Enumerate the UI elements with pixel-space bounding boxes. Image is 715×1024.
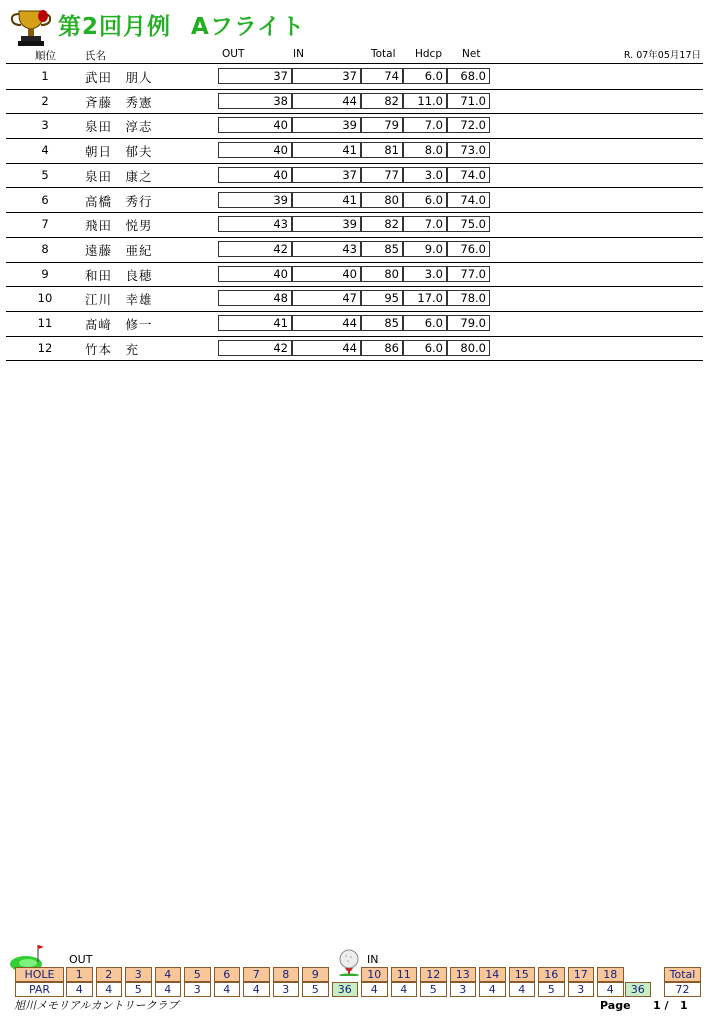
table-row [6,311,703,337]
hole-number: 7 [243,967,270,982]
hole-par: 5 [125,982,152,997]
handicap: 3.0 [403,266,447,282]
page-title [58,8,305,41]
hole-number: 16 [538,967,565,982]
hole-par: 5 [538,982,565,997]
table-row [6,336,703,362]
player-name: 朝日 郁夫 [85,144,153,160]
club-name: 旭川メモリアルカントリークラブ [14,999,179,1012]
title-main: 第2回月例 [58,14,172,40]
handicap: 11.0 [403,93,447,109]
out-score: 42 [218,241,292,257]
rank-cell: 3 [41,118,49,133]
total-score: 79 [361,117,403,133]
course-total-par: 72 [664,982,701,997]
col-rank-header: 順位 [35,50,56,62]
in-score: 43 [292,241,361,257]
col-name-header: 氏名 [85,50,106,62]
hole-par: 4 [597,982,624,997]
handicap: 7.0 [403,216,447,232]
rank-cell: 11 [37,316,53,330]
hole-number: 17 [568,967,595,982]
col-net-header: Net [462,48,481,60]
hole-par: 5 [302,982,329,997]
player-name: 竹本 充 [85,341,140,357]
out-score: 38 [218,93,292,109]
table-row [6,212,703,238]
hole-par: 4 [509,982,536,997]
net-score: 74.0 [447,192,490,208]
table-row [6,138,703,164]
table-row [6,64,703,90]
hole-par: 4 [155,982,182,997]
rank-cell: 5 [41,167,49,182]
rank-cell: 8 [41,241,49,256]
handicap: 7.0 [403,117,447,133]
hole-par: 3 [450,982,477,997]
in-score: 41 [292,192,361,208]
hole-number: 10 [361,967,388,982]
hole-number: 9 [302,967,329,982]
page-label: Page [600,999,631,1012]
table-row [6,286,703,312]
hole-par: 4 [66,982,93,997]
table-row [6,188,703,214]
handicap: 3.0 [403,167,447,183]
hole-par: 4 [96,982,123,997]
hole-number: 12 [420,967,447,982]
net-score: 71.0 [447,93,490,109]
hole-number: 14 [479,967,506,982]
hole-number: 13 [450,967,477,982]
out-score: 40 [218,167,292,183]
out-score: 40 [218,117,292,133]
in-score: 39 [292,117,361,133]
rank-cell: 2 [41,93,49,108]
out-score: 40 [218,266,292,282]
hole-number: 1 [66,967,93,982]
player-name: 髙﨑 修一 [85,317,153,332]
hole-par: 4 [391,982,418,997]
net-score: 75.0 [447,216,490,232]
col-total-header: Total [371,48,396,60]
table-row [6,262,703,288]
hole-number: 2 [96,967,123,982]
total-score: 80 [361,192,403,208]
net-score: 68.0 [447,68,490,84]
report-date: R. 07年05月17日 [623,50,701,61]
hole-par: 5 [420,982,447,997]
in-score: 44 [292,315,361,331]
page-number: 1 / 1 [653,999,688,1012]
title-flight: Aフライト [191,14,306,40]
col-out-header: OUT [222,48,245,60]
hole-number: 6 [214,967,241,982]
out-score: 48 [218,290,292,306]
table-row [6,237,703,263]
player-name: 飛田 悦男 [85,218,153,234]
total-score: 77 [361,167,403,183]
net-score: 73.0 [447,142,490,158]
hole-number: 11 [391,967,418,982]
net-score: 79.0 [447,315,490,331]
handicap: 6.0 [403,315,447,331]
hole-number: 8 [273,967,300,982]
player-name: 泉田 淳志 [85,119,153,135]
out-label: OUT [69,953,93,966]
hole-par: 3 [568,982,595,997]
handicap: 6.0 [403,68,447,84]
hole-par: 4 [243,982,270,997]
out-score: 39 [218,192,292,208]
player-name: 泉田 康之 [85,168,153,184]
total-score: 95 [361,290,403,306]
net-score: 72.0 [447,117,490,133]
hole-par: 3 [184,982,211,997]
in-score: 39 [292,216,361,232]
out-score: 43 [218,216,292,232]
player-name: 武田 朋人 [85,70,153,85]
total-score: 74 [361,68,403,84]
total-score: 82 [361,93,403,109]
net-score: 77.0 [447,266,490,282]
out-par-total: 36 [332,982,359,997]
net-score: 74.0 [447,167,490,183]
player-name: 和田 良穂 [85,267,153,283]
total-score: 82 [361,216,403,232]
out-score: 37 [218,68,292,84]
net-score: 78.0 [447,290,490,306]
hole-par: 3 [273,982,300,997]
hole-number: 4 [155,967,182,982]
total-score: 86 [361,340,403,356]
in-score: 41 [292,142,361,158]
total-score: 85 [361,241,403,257]
hole-number: 18 [597,967,624,982]
net-score: 80.0 [447,340,490,356]
col-hdcp-header: Hdcp [415,48,442,60]
total-score: 81 [361,142,403,158]
rank-cell: 4 [41,143,49,158]
in-par-total: 36 [625,982,652,997]
handicap: 6.0 [403,192,447,208]
in-score: 47 [292,290,361,306]
rank-cell: 9 [41,266,49,281]
total-score: 80 [361,266,403,282]
player-name: 江川 幸雄 [85,292,153,308]
out-score: 40 [218,142,292,158]
in-score: 37 [292,68,361,84]
hole-number: 5 [184,967,211,982]
in-score: 44 [292,340,361,356]
player-name: 遠藤 亜紀 [85,242,153,258]
player-name: 高橋 秀行 [85,193,153,209]
out-score: 42 [218,340,292,356]
rank-cell: 6 [41,192,49,207]
trophy-icon [8,8,54,48]
total-score: 85 [361,315,403,331]
handicap: 17.0 [403,290,447,306]
hole-par: 4 [214,982,241,997]
handicap: 8.0 [403,142,447,158]
handicap: 9.0 [403,241,447,257]
in-label: IN [367,953,379,966]
rank-cell: 7 [41,217,49,232]
handicap: 6.0 [403,340,447,356]
hole-par: 4 [479,982,506,997]
in-score: 37 [292,167,361,183]
hole-number: 3 [125,967,152,982]
hole-par: 4 [361,982,388,997]
hole-row-label: HOLE [15,967,64,982]
rank-cell: 1 [41,69,49,83]
out-score: 41 [218,315,292,331]
rank-cell: 12 [37,340,53,355]
table-row [6,163,703,189]
course-total-label: Total [664,967,701,982]
table-row [6,89,703,115]
rank-cell: 10 [37,291,53,306]
table-row [6,113,703,139]
golf-ball-icon [336,948,362,976]
col-in-header: IN [293,48,304,60]
in-score: 40 [292,266,361,282]
par-row-label: PAR [15,982,64,997]
net-score: 76.0 [447,241,490,257]
player-name: 斉藤 秀憲 [85,94,153,110]
hole-number: 15 [509,967,536,982]
in-score: 44 [292,93,361,109]
